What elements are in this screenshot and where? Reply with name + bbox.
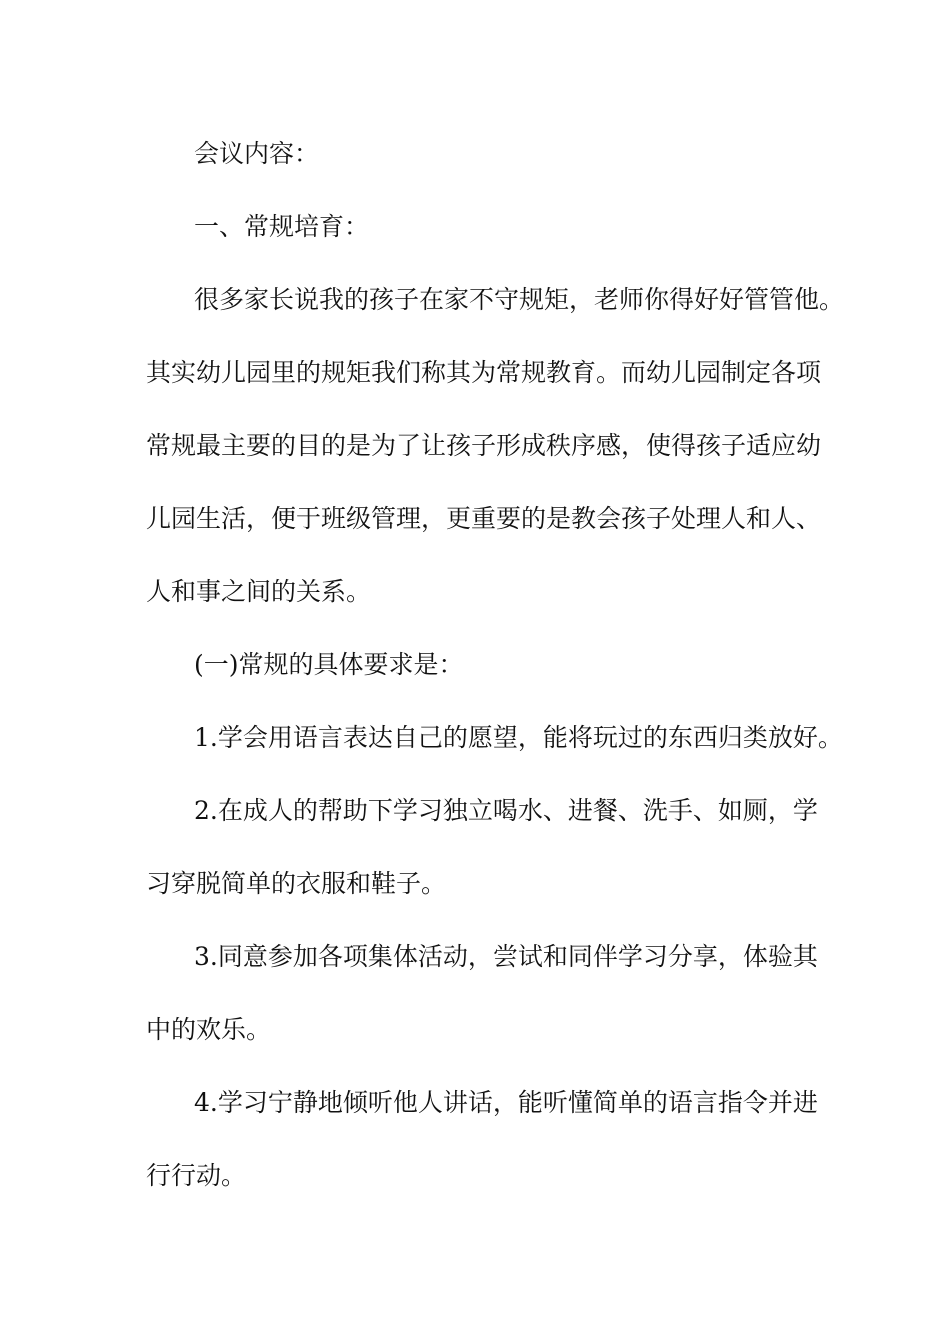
- meeting-content-heading: 会议内容：: [194, 139, 320, 168]
- paragraph-line: 其实幼儿园里的规矩我们称其为常规教育。而幼儿园制定各项: [146, 358, 822, 387]
- list-item: 2.在成人的帮助下学习独立喝水、进餐、洗手、如厕，学: [194, 796, 818, 825]
- list-item-continuation: 习穿脱简单的衣服和鞋子。: [146, 869, 447, 898]
- paragraph-line: 儿园生活，便于班级管理，更重要的是教会孩子处理人和人、: [146, 504, 822, 533]
- list-item-continuation: 行行动。: [146, 1161, 247, 1190]
- list-item: 3.同意参加各项集体活动，尝试和同伴学习分享，体验其: [194, 942, 818, 971]
- paragraph-line: 很多家长说我的孩子在家不守规矩，老师你得好好管管他。: [194, 285, 845, 314]
- list-item: 4.学习宁静地倾听他人讲话，能听懂简单的语言指令并进: [194, 1088, 818, 1117]
- section-heading-routine: 一、常规培育：: [194, 212, 370, 241]
- subsection-heading: (一)常规的具体要求是：: [194, 650, 464, 679]
- list-item: 1.学会用语言表达自己的愿望，能将玩过的东西归类放好。: [194, 723, 843, 752]
- list-item-continuation: 中的欢乐。: [146, 1015, 272, 1044]
- paragraph-line: 常规最主要的目的是为了让孩子形成秩序感，使得孩子适应幼: [146, 431, 822, 460]
- paragraph-line: 人和事之间的关系。: [146, 577, 372, 606]
